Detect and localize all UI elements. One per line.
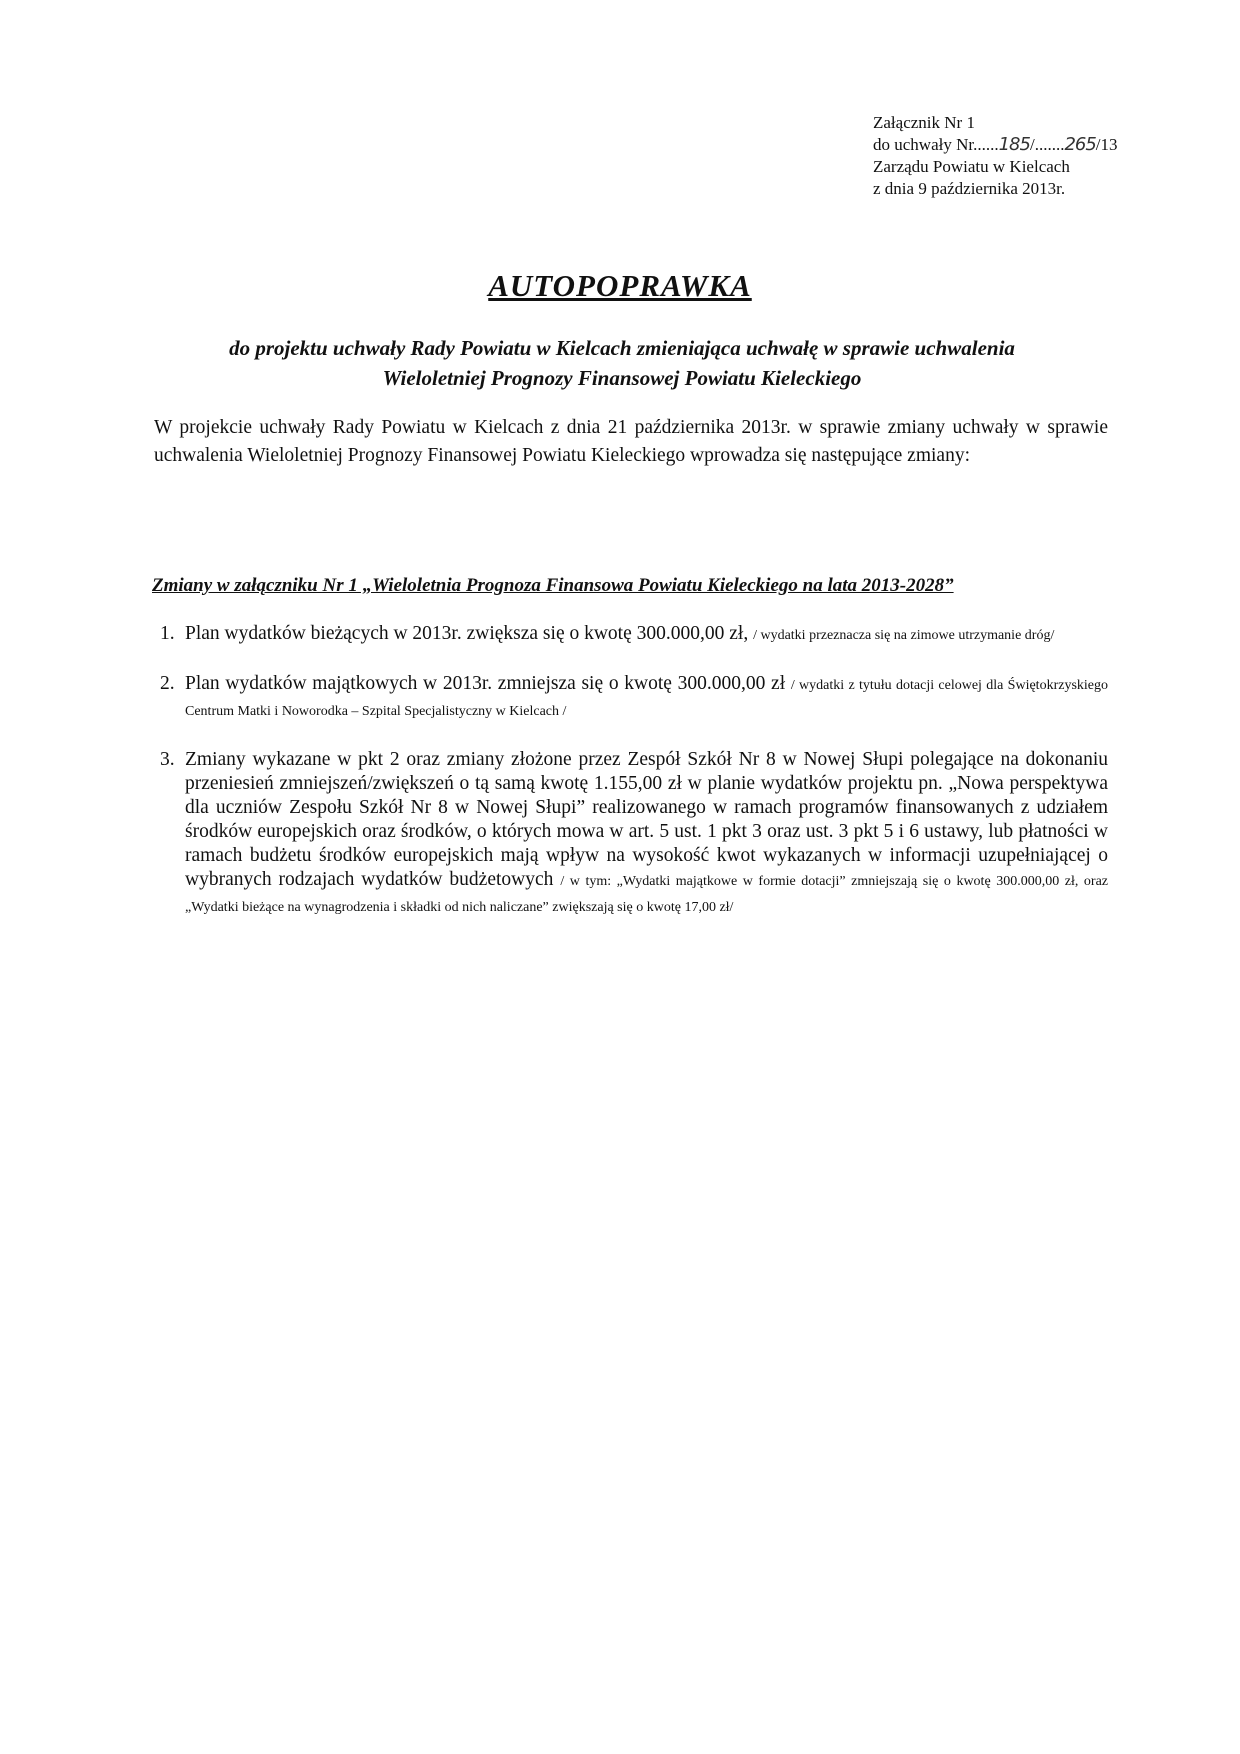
list-item-number: 3. xyxy=(160,749,175,770)
list-item-text: Plan wydatków majątkowych w 2013r. zmniejsza się o kwotę 300.000,00 zł xyxy=(185,673,786,694)
list-item-note: / w tym: „Wydatki majątkowe w formie dotacji” zmniejszają się o kwotę 300.000,00 zł, oraz „Wydatki bieżące na wynagrodzenia i składki od nich naliczane” zwiększają się o kwotę 17,00 zł/ xyxy=(185,874,1109,915)
list-item xyxy=(150,748,1108,920)
subtitle-line-2: Wieloletniej Prognozy Finansowej Powiatu Kieleckiego xyxy=(382,366,862,390)
header-date: z dnia 9 października 2013r. xyxy=(873,179,1066,198)
handwritten-number-1: 185 xyxy=(998,134,1030,155)
document-subtitle xyxy=(150,333,1094,393)
list-item-note: / wydatki z tytułu dotacji celowej dla Świętokrzyskiego Centrum Matki i Noworodka – Szpital Specjalistyczny w Kielcach / xyxy=(185,678,1109,719)
header-separator: / xyxy=(1029,135,1035,154)
list-item-number: 2. xyxy=(160,673,175,694)
list-item xyxy=(150,622,1108,648)
list-item-text: Zmiany wykazane w pkt 2 oraz zmiany złożone przez Zespół Szkół Nr 8 w Nowej Słupi polegające na dokonaniu przeniesień zmniejszeń/zwiększeń o tą samą kwotę 1.155,00 zł w planie wydatków projektu pn. „Nowa perspektywa dla uczniów Zespołu Szkół Nr 8 w Nowej Słupi” realizowanego w ramach programów finansowanych z udziałem środków europejskich oraz środków, o których mowa w art. 5 ust. 1 pkt 3 oraz ust. 3 pkt 5 i 6 ustawy, lub płatności w ramach budżetu środków europejskich mają wpływ na wysokość kwot wykazanych w informacji uzupełniającej o wybranych rodzajach wydatków budżetowych xyxy=(185,749,1108,890)
header-resolution-number xyxy=(873,134,1118,156)
list-item-note: / wydatki przeznacza się na zimowe utrzymanie dróg/ xyxy=(753,628,1055,643)
intro-paragraph: W projekcie uchwały Rady Powiatu w Kielcach z dnia 21 października 2013r. w sprawie zmiany uchwały w sprawie uchwalenia Wieloletniej Prognozy Finansowej Powiatu Kieleckiego wprowadza się następujące zmiany: xyxy=(154,417,1108,466)
list-item xyxy=(150,672,1108,724)
header-dots-2: ....... xyxy=(1034,135,1065,154)
header-attachment-number: Załącznik Nr 1 xyxy=(873,113,975,132)
section-heading: Zmiany w załączniku Nr 1 „Wieloletnia Prognoza Finansowa Powiatu Kieleckiego na lata 2013-2028” xyxy=(152,575,954,596)
header-dots-1: ...... xyxy=(973,135,999,154)
subtitle-line-1: do projektu uchwały Rady Powiatu w Kielcach zmieniająca uchwałę w sprawie uchwalenia xyxy=(229,336,1015,360)
document-title: AUTOPOPRAWKA xyxy=(488,268,752,303)
handwritten-number-2: 265 xyxy=(1064,134,1096,155)
changes-list xyxy=(150,622,1108,944)
header-board: Zarządu Powiatu w Kielcach xyxy=(873,157,1070,176)
attachment-header xyxy=(873,112,1118,200)
list-item-number: 1. xyxy=(160,623,175,644)
list-item-text: Plan wydatków bieżących w 2013r. zwiększa się o kwotę 300.000,00 zł, xyxy=(185,623,749,644)
header-resolution-suffix: /13 xyxy=(1095,135,1118,154)
header-resolution-prefix: do uchwały Nr xyxy=(873,135,974,154)
